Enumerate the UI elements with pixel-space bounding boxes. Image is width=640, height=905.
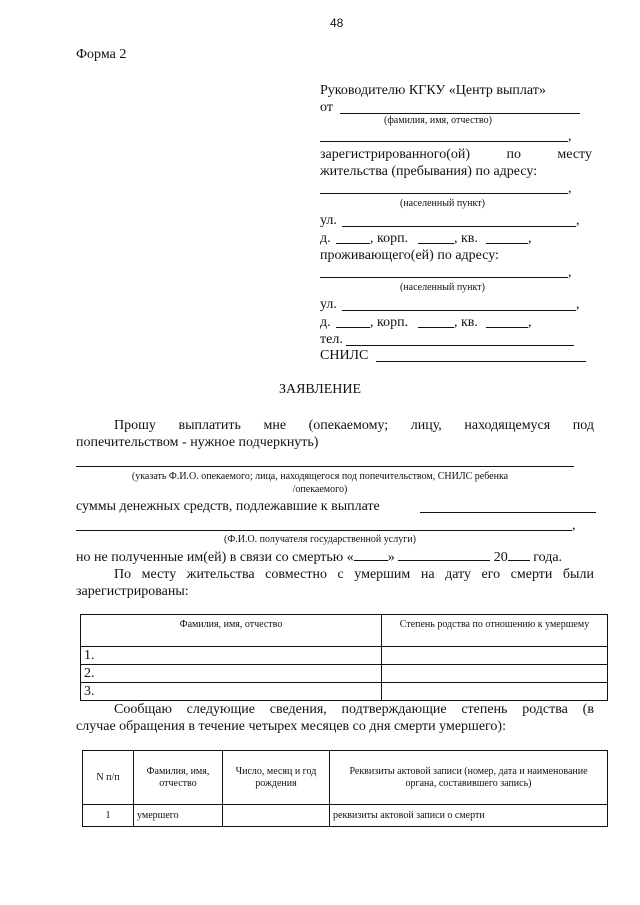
table-header: Фамилия, имя, отчество [134, 751, 223, 805]
registered-house-field[interactable] [336, 243, 370, 244]
word: находящемуся [464, 418, 551, 433]
kinship-details-table [82, 750, 608, 827]
word: Сообщаю [114, 702, 172, 717]
death-year-prefix: 20 [493, 550, 508, 565]
comma: , [568, 181, 572, 196]
table-cell: умершего [134, 805, 223, 827]
word: сведения, [269, 702, 327, 717]
word: (опекаемому; [308, 418, 389, 433]
word: мне [263, 418, 287, 433]
table-row [83, 805, 608, 827]
ward-caption-2: /опекаемого) [292, 484, 348, 495]
row-number: 3. [81, 683, 382, 701]
paragraph-2-line2: зарегистрированы: [76, 584, 189, 599]
addressee-line: Руководителю КГКУ «Центр выплат» [320, 83, 546, 98]
fio-caption: (фамилия, имя, отчество) [384, 115, 492, 126]
service-recipient-caption: (Ф.И.О. получателя государственной услуги) [224, 534, 416, 545]
word: подтверждающие [341, 702, 447, 717]
word: на [420, 567, 435, 582]
page-number: 48 [330, 16, 344, 30]
comma: , [572, 518, 576, 533]
from-fio-field[interactable] [340, 113, 580, 114]
word: следующие [186, 702, 255, 717]
comma: , [568, 129, 572, 144]
word: степень [461, 702, 508, 717]
death-prefix: но не полученные им(ей) в связи со смертью « [76, 550, 354, 565]
table-header: Фамилия, имя, отчество [81, 615, 382, 647]
living-corp-field[interactable] [418, 327, 454, 328]
death-year-field[interactable] [508, 548, 530, 561]
paragraph-3-line1 [114, 701, 594, 718]
birth-date-cell[interactable] [223, 805, 330, 827]
registered-street-field[interactable] [342, 226, 576, 227]
word: Прошу [114, 418, 156, 433]
death-suffix: года. [533, 550, 563, 565]
death-day-field[interactable] [354, 548, 388, 561]
house-label: д. [320, 231, 331, 246]
comma: , [576, 213, 580, 228]
phone-label: тел. [320, 332, 343, 347]
word: с [337, 567, 344, 582]
corp-label: , корп. [370, 315, 409, 330]
word: месту [557, 147, 592, 162]
death-quote: » [387, 550, 395, 565]
registered-line2: жительства (пребывания) по адресу: [320, 164, 538, 179]
word: совместно [265, 567, 327, 582]
apt-label: , кв. [454, 231, 478, 246]
locality-caption: (населенный пункт) [400, 282, 485, 293]
paragraph-1-line2: попечительством - нужное подчеркнуть) [76, 435, 319, 450]
word: лицу, [410, 418, 442, 433]
word: (в [582, 702, 594, 717]
row-number: 2. [81, 665, 382, 683]
table-cell[interactable] [382, 647, 608, 665]
table-row [81, 665, 608, 683]
registered-locality-field[interactable] [320, 193, 568, 194]
word: По [114, 567, 132, 582]
house-label: д. [320, 315, 331, 330]
paragraph-2-line1 [114, 566, 594, 583]
table-header: N п/п [83, 751, 134, 805]
death-date-line [76, 548, 562, 566]
cohabitants-table [80, 614, 608, 701]
ward-fio-field[interactable] [76, 466, 574, 467]
phone-field[interactable] [346, 345, 574, 346]
word: дату [445, 567, 471, 582]
row-number: 1. [81, 647, 382, 665]
corp-label: , корп. [370, 231, 409, 246]
ward-caption-1: (указать Ф.И.О. опекаемого; лица, находящегося под попечительством, СНИЛС ребенка [131, 471, 509, 482]
word: смерти [510, 567, 553, 582]
living-apt-field[interactable] [486, 327, 528, 328]
living-line: проживающего(ей) по адресу: [320, 248, 499, 263]
document-title: ЗАЯВЛЕНИЕ [278, 382, 362, 397]
registered-corp-field[interactable] [418, 243, 454, 244]
table-cell[interactable] [382, 683, 608, 701]
sums-field[interactable] [420, 512, 596, 513]
word: под [572, 418, 594, 433]
word: его [481, 567, 501, 582]
table-cell: реквизиты актовой записи о смерти [330, 805, 608, 827]
death-month-field[interactable] [398, 548, 490, 561]
word: по [506, 147, 521, 162]
living-locality-field[interactable] [320, 277, 568, 278]
word: родства [522, 702, 568, 717]
row-number: 1 [83, 805, 134, 827]
word: жительства [186, 567, 255, 582]
table-row [81, 683, 608, 701]
comma: , [576, 297, 580, 312]
service-recipient-field[interactable] [76, 530, 572, 531]
comma: , [528, 315, 532, 330]
word: зарегистрированного(ой) [320, 147, 471, 162]
from-label: от [320, 100, 333, 115]
form-label: Форма 2 [76, 47, 127, 62]
street-label: ул. [320, 297, 337, 312]
paragraph-1-line1 [114, 417, 594, 434]
word: месту [141, 567, 177, 582]
snils-field[interactable] [376, 361, 586, 362]
table-header: Реквизиты актовой записи (номер, дата и наименование органа, составившего запись) [330, 751, 608, 805]
street-label: ул. [320, 213, 337, 228]
registered-line [320, 146, 592, 163]
table-row [81, 647, 608, 665]
word: умершим [354, 567, 411, 582]
paragraph-3-line2: случае обращения в течение четырех месяцев со дня смерти умершего): [76, 719, 506, 734]
apt-label: , кв. [454, 315, 478, 330]
comma: , [528, 231, 532, 246]
word: были [562, 567, 594, 582]
comma: , [568, 265, 572, 280]
word: выплатить [178, 418, 241, 433]
living-house-field[interactable] [336, 327, 370, 328]
living-street-field[interactable] [342, 310, 576, 311]
snils-label: СНИЛС [320, 348, 369, 363]
table-header: Степень родства по отношению к умершему [382, 615, 608, 647]
registered-apt-field[interactable] [486, 243, 528, 244]
table-header: Число, месяц и год рождения [223, 751, 330, 805]
table-cell[interactable] [382, 665, 608, 683]
locality-caption: (населенный пункт) [400, 198, 485, 209]
sums-line: суммы денежных средств, подлежавшие к выплате [76, 499, 380, 514]
fio-continuation-field[interactable] [320, 141, 568, 142]
